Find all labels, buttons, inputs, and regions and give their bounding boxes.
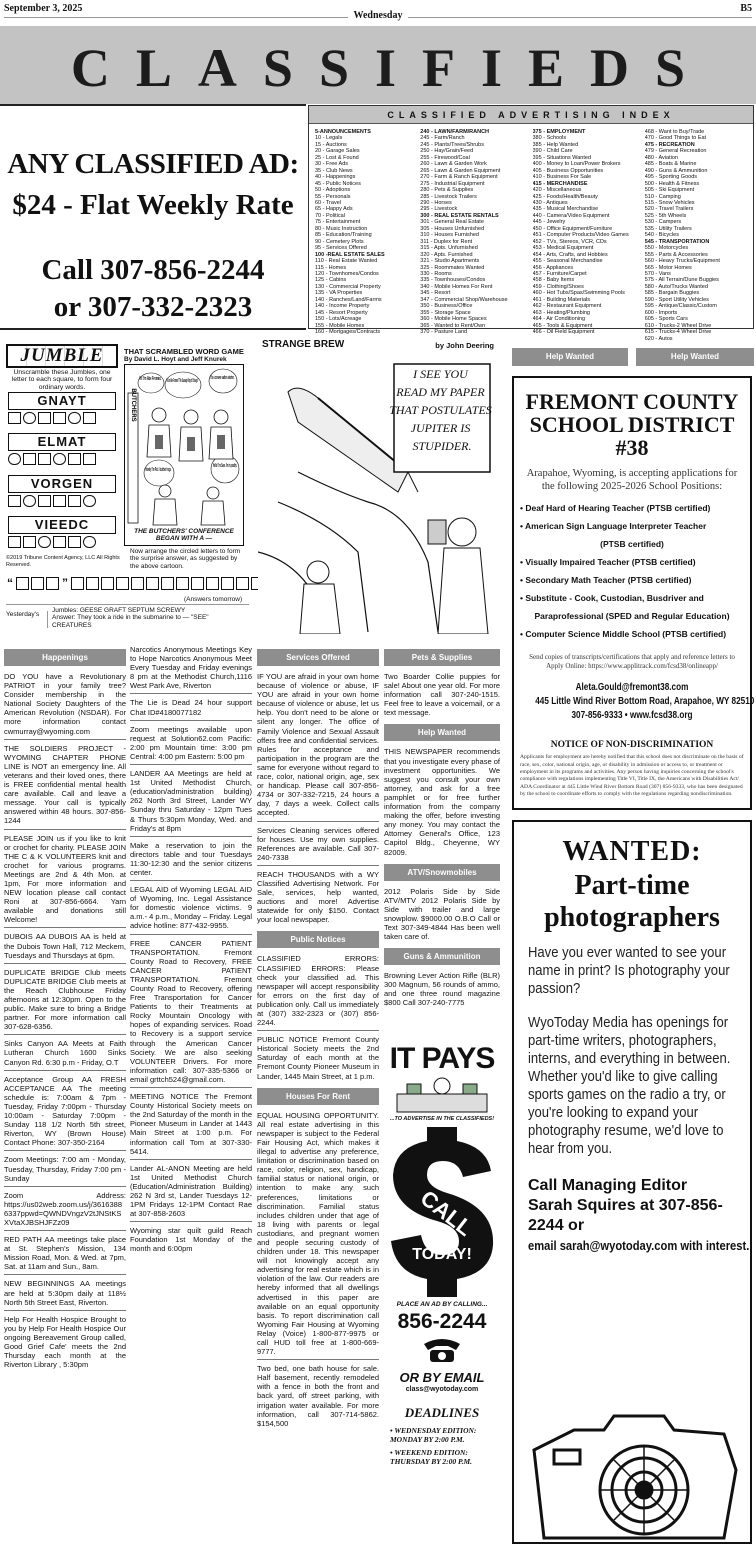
index-entry: 462 - Restaurant Equipment bbox=[532, 303, 602, 310]
jumble-word-2: ELMAT bbox=[8, 433, 116, 451]
index-entry: 380 - Schools bbox=[532, 135, 567, 142]
position-3: • Visually Impaired Teacher (PTSB certified) bbox=[520, 557, 696, 567]
page-number: B5 bbox=[740, 3, 752, 14]
index-entry: 405 - Business Opportunities bbox=[532, 167, 604, 174]
index-entry: 245 - Farm/Ranch bbox=[420, 135, 465, 142]
index-entry: 270 - Farm & Ranch Equipment bbox=[420, 174, 498, 181]
rate-ad-line1: ANY CLASSIFIED AD: bbox=[7, 148, 299, 180]
index-entry: 330 - Rooms bbox=[420, 270, 452, 277]
index-entry: 285 - Livestock Trailers bbox=[420, 193, 477, 200]
jumble-instructions: Unscramble these Jumbles, one letter to each square, to form four ordinary words. bbox=[11, 369, 113, 391]
it-pays-sub: ...TO ADVERTISE IN THE CLASSIFIEDS! bbox=[389, 1116, 495, 1123]
masthead-title: CLASSIFIEDS bbox=[70, 38, 712, 98]
bubble-2: You're Abe Froman? The Sausage King of Chicago? bbox=[166, 378, 199, 384]
fremont-apply: Send copies of transcripts/certifications that apply and reference letters to Apply Online: https://www.applitrack.com/fcsd38/onlineapp/ bbox=[529, 653, 735, 670]
section-header: ATV/Snowmobiles bbox=[384, 864, 500, 881]
fremont-positions bbox=[520, 499, 744, 643]
index-entry: 125 - Cabins bbox=[315, 277, 347, 284]
index-entry: 550 - Motorcycles bbox=[644, 245, 689, 252]
comic-title: STRANGE BREW bbox=[262, 339, 345, 350]
index-entry: 90 - Cemetery Plots bbox=[315, 238, 364, 245]
help-wanted-header-1: Help Wanted bbox=[512, 348, 628, 366]
index-entry: 360 - Mobile Home Spaces bbox=[420, 316, 487, 323]
index-entry: 150 - Lots/Acreage bbox=[315, 316, 362, 323]
index-entry: 130 - Commercial Property bbox=[315, 283, 381, 290]
classified-listing: EQUAL HOUSING OPPORTUNITY. All real estate advertising in this newspaper is subject to the Federal Fair Housing Act, which makes it illegal to advertise any preference, limitation or discrimination based on race, color, religion, sex, handicap, familial status or national origin, or intention to make any such preferences, limitations or discrimination. Familial status includes children under that age of 18 living with parents or legal custodians, and pregnant women and people securing custody of children under 18. This newspaper will not knowingly accept any advertising for real estate which is in violation of the law. Our readers are hereby informed that all dwellings advertised in this paper are available on an equal opportunity basis. To report discrimination call Wyoming Fair Housing at Wyoming Relay (Voice) 1-800-877-9975 or call HUD toll free at 1-800-669-9777. bbox=[257, 1111, 379, 1361]
classified-listing: Acceptance Group AA FRESH ACCEPTANCE AA The meeting schedule is: 7:00am & 7pm - Tuesday, Friday 7:00pm - Thursday 10:00am - Saturday 7:00pm - Sunday 118 1/2 North 5th street, Riverton, WY (Brown House) Contact Phone: 307-350-2164 bbox=[4, 1075, 126, 1152]
index-entry: 321 - Studio Apartments bbox=[420, 258, 480, 265]
jumble-word-4: VIEEDC bbox=[8, 516, 116, 534]
rate-ad bbox=[0, 104, 306, 330]
help-wanted-header-2: Help Wanted bbox=[636, 348, 754, 366]
index-entry: 570 - Vans bbox=[644, 270, 671, 277]
classified-listing: DO YOU have a Revolutionary PATRIOT in your family tree? Consider membership in the National Society Daughters of the American Revolution (NSDAR). For more information contact cwmurray@wyoming.com bbox=[4, 672, 126, 740]
classified-listing: CLASSIFIED ERRORS: CLASSIFIED ERRORS: Please check your classified ad. This newspaper will accept responsibility for errors on the first day of publication only. Call us immediately at (307) 332-2323 or (307) 856-2244. bbox=[257, 954, 379, 1031]
index-entry: 395 - Situations Wanted bbox=[532, 154, 591, 161]
index-entry: 140 - Income Property bbox=[315, 303, 370, 310]
index-entry: 275 - Industrial Equipment bbox=[420, 180, 485, 187]
section-items bbox=[384, 887, 500, 945]
bubble-3: It's a conver-sation starter. bbox=[210, 375, 235, 381]
sign-line: I SEE YOU bbox=[413, 367, 468, 381]
comic-author: by John Deering bbox=[435, 341, 494, 350]
index-entry: 520 - Travel Trailers bbox=[644, 206, 694, 213]
classified-listing: THE SOLDIERS PROJECT -WYOMING CHAPTER PHONE LINE is NOT an emergency line. All veterans and their loved ones, there is FREE confidential mental health care available. Call and leave a message. Your call is typically answered within 48 hours. 307-856-1244 bbox=[4, 744, 126, 830]
index-entry: 320 - Apts. Furnished bbox=[420, 251, 473, 258]
fremont-school-ad bbox=[512, 376, 755, 810]
index-entry: 301 - General Real Estate bbox=[420, 219, 484, 226]
money-man-icon bbox=[387, 1074, 497, 1114]
index-entry: 110 - Real Estate Wanted bbox=[315, 258, 378, 265]
happenings-header: Happenings bbox=[4, 649, 126, 666]
jumble-boxes-4[interactable] bbox=[8, 536, 96, 548]
index-entry: 515 - Snow Vehicles bbox=[644, 199, 695, 206]
index-entry: 510 - Camping bbox=[644, 193, 681, 200]
section-header: Houses For Rent bbox=[257, 1088, 379, 1105]
jumble-authors: By David L. Hoyt and Jeff Knurek bbox=[124, 356, 227, 363]
classifieds-masthead bbox=[0, 26, 756, 104]
issue-day-text: Wednesday bbox=[348, 10, 409, 21]
index-entry: 475 - RECREATION bbox=[644, 141, 695, 148]
today-word: TODAY! bbox=[412, 1246, 472, 1264]
section-header: Help Wanted bbox=[384, 724, 500, 741]
fremont-phone: 307-856-9333 • www.fcsd38.org bbox=[571, 710, 693, 721]
index-col-3 bbox=[533, 129, 645, 342]
classified-index bbox=[308, 105, 754, 342]
index-entry: 500 - Health & Fitness bbox=[644, 180, 700, 187]
index-entry: 545 - TRANSPORTATION bbox=[644, 238, 710, 245]
index-entry: 115 - Homes bbox=[315, 264, 347, 271]
index-entry: 5-ANNOUNCEMENTS bbox=[315, 129, 371, 135]
index-entry: 610 - Trucks-2 Wheel Drive bbox=[644, 322, 712, 329]
index-entry: 100 -REAL ESTATE SALES bbox=[315, 251, 385, 258]
index-entry: 30 - Free Ads bbox=[315, 161, 349, 168]
happenings-items bbox=[4, 672, 126, 1372]
jumble-puzzle bbox=[4, 344, 249, 634]
index-title: CLASSIFIED ADVERTISING INDEX bbox=[309, 106, 753, 124]
wanted-sub-1: Part-time bbox=[574, 869, 690, 901]
call-word: CALL bbox=[415, 1185, 478, 1242]
page-header bbox=[0, 0, 756, 24]
index-entry: 540 - Bicycles bbox=[644, 232, 679, 239]
index-entry: 35 - Club News bbox=[315, 167, 353, 174]
place-ad-label: PLACE AN AD BY CALLING... bbox=[396, 1301, 488, 1309]
position-2: • American Sign Language Interpreter Teacher bbox=[520, 521, 707, 531]
index-entry: 315 - Apts. Unfurnished bbox=[420, 245, 478, 252]
index-entry: 75 - Entertainment bbox=[315, 219, 361, 226]
comic-drawing bbox=[258, 352, 498, 634]
index-entry: 415 - MERCHANDISE bbox=[532, 180, 588, 187]
yesterday-answer: Answer: They took a ride in the submarine to — "SEE" CREATURES bbox=[52, 614, 209, 629]
classified-listing: Services Cleaning services offered for houses. Use my own supplies. References are available. Call 307-240-7338 bbox=[257, 826, 379, 866]
index-entry: 525 - 5th Wheels bbox=[644, 212, 687, 219]
place-ad-phone: 856-2244 bbox=[397, 1309, 487, 1333]
index-entry: 565 - Motor Homes bbox=[644, 264, 692, 271]
wanted-call: Call Managing Editor Sarah Squires at 307-856-2244 or bbox=[528, 1176, 723, 1234]
jumble-answers-tomorrow: (Answers tomorrow) bbox=[184, 596, 243, 603]
rate-ad-line2: $24 - Flat Weekly Rate bbox=[12, 189, 294, 222]
classified-listing: Narcotics Anonymous Meetings Key to Hope Narcotics Anonymous Meet Every Tuesday and Friday evenings 8 pm at the Methodist Church,1116 West Park Ave, Riverton bbox=[130, 645, 252, 694]
classified-listing: Make a reservation to join the directors table and tour Tuesdays 11:30-12:30 and the senior citizens center. bbox=[130, 841, 252, 881]
index-entry: 310 - Houses Furnished bbox=[420, 232, 479, 239]
position-5: • Substitute - Cook, Custodian, Busdriver and bbox=[520, 593, 704, 603]
strange-brew-comic bbox=[258, 337, 498, 633]
index-entry: 585 - Bargain Buggies bbox=[644, 290, 700, 297]
index-entry: 459 - Clothing/Shoes bbox=[532, 283, 584, 290]
classified-listing: Lander AL-ANON Meeting are held 1st United Methodist Church (Education/Administration Building) 262 N 3rd st, Lander Tuesdays 12-1PM Fridays 12-1PM Contact Rae at 307-858-2603 bbox=[130, 1164, 252, 1223]
bubble-4: Howdy! I'm Pat. I butcher hogs. bbox=[145, 467, 172, 473]
position-6: • Computer Science Middle School (PTSB certified) bbox=[520, 629, 727, 639]
index-entry: 555 - Parts & Accessories bbox=[644, 251, 708, 258]
classified-listing: 2012 Polaris Side by Side ATV/MTV 2012 Polaris Side by Side with trailer and large snowplow. $9000.00 O.B.O Call or Text 307-349-4844 Has been well taken care of. bbox=[384, 886, 500, 942]
index-entry: 325 - Roommates Wanted bbox=[420, 264, 485, 271]
section-header: Guns & Ammunition bbox=[384, 948, 500, 965]
index-entry: 458 - Baby Items bbox=[532, 277, 575, 284]
deadline-wednesday: • WEDNESDAY EDITION: MONDAY BY 2:00 P.M. bbox=[390, 1425, 477, 1444]
classified-listing: The Lie is Dead 24 hour support Chat ID#4180077182 bbox=[130, 698, 252, 720]
wanted-sub-2: photographers bbox=[544, 901, 720, 933]
index-entry: 295 - Livestock bbox=[420, 206, 458, 213]
index-entry: 479 - General Recreation bbox=[644, 148, 707, 155]
fremont-title-2: SCHOOL DISTRICT #38 bbox=[529, 412, 735, 460]
index-entry: 95 - Services Offered bbox=[315, 245, 367, 252]
index-entry: 575 - All Terrain/Dune Buggies bbox=[644, 277, 719, 284]
index-entry: 454 - Arts, Crafts, and Hobbies bbox=[532, 251, 608, 258]
index-entry: 440 - Camera/Video Equipment bbox=[532, 212, 610, 219]
index-entry: 347 - Commercial Shop/Warehouse bbox=[420, 296, 508, 303]
yesterday-label: Yesterday's bbox=[6, 611, 48, 628]
index-entry: 10 - Legals bbox=[315, 135, 343, 142]
index-entry: 615 - Trucks-4 Wheel Drive bbox=[644, 329, 712, 336]
fremont-intro: Arapahoe, Wyoming, is accepting applications for the following 2025-2026 School Positions: bbox=[526, 468, 738, 492]
rate-ad-line3: Call 307-856-2244 bbox=[41, 254, 265, 287]
classified-listing: THIS NEWSPAPER recommends that you investigate every phase of investment opportunities. We suggest you consult your own attorney, and ask for a free pamphlet or for free further information from the company making the offer, before investing any money. You may contact the Attorney General's Office, 123 Capitol Bldg., Cheyenne, WY 82009. bbox=[384, 747, 500, 857]
it-pays-ad bbox=[386, 1040, 498, 1540]
index-entry: 580 - Auto/Trucks Wanted bbox=[644, 283, 708, 290]
position-5-cont: Paraprofessional (SPED and Regular Education) bbox=[534, 611, 730, 621]
jumble-word-3: VORGEN bbox=[8, 475, 116, 493]
index-entry: 420 - Miscellaneous bbox=[532, 187, 582, 194]
jumble-logo: JUMBLE bbox=[6, 344, 118, 368]
it-pays-title: IT PAYS bbox=[389, 1042, 495, 1075]
section-items bbox=[384, 747, 500, 859]
services-sections bbox=[257, 649, 379, 1431]
index-entry: 305 - Houses Unfurnished bbox=[420, 225, 485, 232]
index-entry: 160 - Mortgages/Contracts bbox=[315, 329, 381, 336]
nondiscrimination-title: NOTICE OF NON-DISCRIMINATION bbox=[550, 740, 714, 750]
dollar-sign-icon bbox=[387, 1127, 497, 1297]
classified-listing: Zoom Meetings: 7:00 am - Monday, Tuesday, Thursday, Friday 7:00 pm - Sunday bbox=[4, 1155, 126, 1186]
classified-listing: Wyoming star quilt guild Reach Foundation 1st Monday of the month and 6:00pm bbox=[130, 1226, 252, 1254]
jumble-copyright: ©2019 Tribune Content Agency, LLC All Rights Reserved. bbox=[6, 555, 120, 568]
index-entry: 55 - Personals bbox=[315, 193, 351, 200]
index-entry: 600 - Imports bbox=[644, 309, 678, 316]
section-items bbox=[384, 672, 500, 720]
classified-listing: RED PATH AA meetings take place at St. Stephen's Mission, 134 Mission Road, Mon. & Wed. at 7pm, Sat. at 11am and Sun., 8am. bbox=[4, 1235, 126, 1275]
index-entry: 345 - Resort bbox=[420, 290, 451, 297]
index-entry: 468 - Want to Buy/Trade bbox=[644, 129, 705, 135]
index-entry: 505 - Ski Equipment bbox=[644, 187, 695, 194]
position-1: • Deaf Hard of Hearing Teacher (PTSB certified) bbox=[520, 503, 711, 513]
index-entry: 410 - Business For Sale bbox=[532, 174, 592, 181]
issue-day bbox=[0, 10, 756, 23]
deadline-weekend: • WEEKEND EDITION: THURSDAY BY 2:00 P.M. bbox=[390, 1447, 473, 1466]
index-entry: 340 - Mobile Homes For Rent bbox=[420, 283, 493, 290]
bubble-5: Hello! I'm Sam. I'm in poultry. bbox=[213, 463, 238, 469]
index-entry: 60 - Travel bbox=[315, 199, 341, 206]
classified-listing: Browning Lever Action Rifle (BLR) 300 Magnum, 56 rounds of ammo, and one three round magazine $800 Call 307-240-7775 bbox=[384, 971, 500, 1008]
classified-listing: Help For Health Hospice Brought to you by Help For Health Hospice Our ongoing Bereavement Group called, Good Grief Cafe' meets the 2nd Thursday each month at the Riverton Library , 5:30pm bbox=[4, 1314, 126, 1370]
yesterday-jumbles: Jumbles: GEESE GRAFT SEPTUM SCREWY bbox=[52, 607, 186, 614]
index-entry: 255 - Firewood/Coal bbox=[420, 154, 470, 161]
classified-email[interactable]: class@wyotoday.com bbox=[405, 1386, 479, 1394]
index-entry: 605 - Sports Cars bbox=[644, 316, 688, 323]
wanted-email[interactable]: email sarah@wyotoday.com with interest. bbox=[528, 1237, 750, 1253]
index-entry: 590 - Sport Utility Vehicles bbox=[644, 296, 709, 303]
index-entry: 450 - Office Equipment/Furniture bbox=[532, 225, 613, 232]
butchers-banner: BUTCHERS bbox=[130, 388, 136, 422]
jumble-word-1: GNAYT bbox=[8, 392, 116, 410]
classified-listing: Sinks Canyon AA Meets at Faith Lutheran Church 1600 Sinks Canyon Rd. 6:30 p.m - Friday, O.T bbox=[4, 1039, 126, 1070]
index-entry: 260 - Lawn & Garden Work bbox=[420, 161, 487, 168]
issue-date: September 3, 2025 bbox=[4, 3, 83, 14]
index-col-4 bbox=[645, 129, 750, 342]
wanted-title: WANTED: bbox=[562, 836, 702, 867]
index-entry: 65 - Happy Ads bbox=[315, 206, 353, 213]
index-entry: 400 - Money to Loan/Power Brokers bbox=[532, 161, 621, 168]
index-entry: 135 - VA Properties bbox=[315, 290, 363, 297]
index-entry: 445 - Jewelry bbox=[532, 219, 566, 226]
photographers-wanted-ad bbox=[512, 820, 752, 1544]
fremont-address: 445 Little Wind River Bottom Road, Arapahoe, WY 82510 bbox=[535, 696, 755, 707]
telephone-icon bbox=[422, 1336, 462, 1364]
index-entry: 40 - Happenings bbox=[315, 174, 356, 181]
rate-ad-line4: or 307-332-2323 bbox=[53, 291, 253, 324]
column-pets-help bbox=[384, 645, 500, 1015]
index-entry: 485 - Boats & Marine bbox=[644, 161, 697, 168]
index-entry: 430 - Antiques bbox=[532, 199, 568, 206]
section-header: Public Notices bbox=[257, 931, 379, 948]
index-entry: 355 - Storage Space bbox=[420, 309, 471, 316]
index-entry: 140 - Ranches/Land/Farms bbox=[315, 296, 382, 303]
index-entry: 456 - Appliances bbox=[532, 264, 574, 271]
index-entry: 465 - Tools & Equipment bbox=[532, 322, 593, 329]
index-entry: 25 - Lost & Found bbox=[315, 154, 359, 161]
classified-listing: PUBLIC NOTICE Fremont County Historical Society meets the 2nd Saturday of each month at the Fremont County Pioneer Museum in Lander, 1445 Main Street, at 1 p.m. bbox=[257, 1035, 379, 1081]
index-entry: 365 - Wanted to Rent/Own bbox=[420, 322, 486, 329]
index-entry: 455 - Seasonal Merchandise bbox=[532, 258, 603, 265]
index-entry: 451 - Computer Products/Video Games bbox=[532, 232, 629, 239]
index-entry: 300 - REAL ESTATE RENTALS bbox=[420, 212, 499, 219]
column-happenings bbox=[4, 645, 126, 1376]
classified-listing: DUBOIS AA DUBOIS AA is held at the Dubois Town Hall, 712 Meckem, Tuesdays and Thursdays at 6pm. bbox=[4, 932, 126, 963]
fremont-title-1: FREMONT COUNTY bbox=[525, 389, 739, 414]
deadlines-title: DEADLINES bbox=[404, 1405, 480, 1421]
or-by-email: OR BY EMAIL bbox=[399, 1369, 485, 1385]
classified-listing: Zoom Address: https://us02web.zoom.us/j/36163886337ppwd=QWNDVngzV2tJNStKSXVtaXJBSHJFZz09 bbox=[4, 1191, 126, 1231]
column-meetings bbox=[130, 645, 252, 1261]
wanted-description: WyoToday Media has openings for part-time writers, photographers, interns, and everything in between. Whether you'd like to give calling sports games on the radio a try, or you're looking to expand your photography resume, we'd love to hear from you. bbox=[528, 1014, 731, 1157]
classified-listing: IF YOU are afraid in your own home because of violence or abuse, IF YOU are afraid in your own home because of violence or abuse, let us help. You don't need to be alone or silent any longer. The office of Family Violence and Sexual Assault offers free and confidential services. Rules for acceptance and participation in the program are the same for everyone without regard to race, color, national origin, age, sex or handicap. Please call 307-856-4734 or 307-332-7215, 24 hours a day, 7 days a week. Collect calls accepted. bbox=[257, 672, 379, 822]
jumble-boxes-1[interactable] bbox=[8, 412, 96, 424]
index-entry: 620 - Autos bbox=[644, 335, 673, 342]
index-entry: 530 - Campers bbox=[644, 219, 682, 226]
section-items bbox=[257, 672, 379, 927]
section-items bbox=[257, 1111, 379, 1431]
nondiscrimination-text: Applicants for employment are hereby notified that this school does not discriminate on the basis of race, sex, color, national origin, age, or disability in admission or access to, or treatment or employment in its programs and activities. Any person having inquiries concerning the school's compliance with regulations implementing Title VI, Title IX, the Americans with Disabilities Act/ ADA Coordinator at 445 Little Wind River Bottom Road (307) 856-9333, who has been designated by the school to coordinate efforts to comply with the regulations regarding nondiscrimination. bbox=[520, 754, 744, 798]
index-entry: 560 - Heavy Trucks/Equipment bbox=[644, 258, 720, 265]
index-entry: 155 - Mobile Homes bbox=[315, 322, 365, 329]
classified-listing: FREE CANCER PATIENT TRANSPORTATION. Fremont County Road to Recovery, FREE CANCER PATIENT TRANSPORTATION. Fremont County Road to Recovery, offering Free Transportation for Cancer Patients to their Treatments at Rocky Mountain Oncology with hopes of expanding services. Road to Recovery is a support service through the American Cancer Society. We are also seeking VOLUNTEER Drivers. For more information call: 307-335-5366 or email grttch524@gmail.com. bbox=[130, 939, 252, 1089]
comic-sign: I SEE YOU READ MY PAPER THAT POSTULATES JUPITER IS STUPIDER. bbox=[389, 367, 492, 453]
classified-listing: Two bed, one bath house for sale. Half basement, recently remodeled with a fence in both the front and back yard, off street parking, with irrigation water available. For more information, call 307-714-5862. $154,500 bbox=[257, 1364, 379, 1428]
index-entry: 495 - Sporting Goods bbox=[644, 174, 698, 181]
jumble-note: Now arrange the circled letters to form the surprise answer, as suggested by the above cartoon. bbox=[130, 548, 241, 570]
index-entry: 595 - Antique/Classic/Custom bbox=[644, 303, 717, 310]
jumble-boxes-2[interactable] bbox=[8, 453, 96, 465]
index-entry: 250 - Hay/Grain/Feed bbox=[420, 148, 474, 155]
index-entry: 15 - Auctions bbox=[315, 141, 347, 148]
index-entry: 145 - Resort Property bbox=[315, 309, 368, 316]
index-entry: 464 - Air Conditioning bbox=[532, 316, 586, 323]
meetings-items bbox=[130, 645, 252, 1257]
pets-help-sections bbox=[384, 649, 500, 1011]
jumble-boxes-3[interactable] bbox=[8, 495, 96, 507]
index-entry: 375 - EMPLOYMENT bbox=[532, 129, 586, 135]
index-entry: 350 - Business/Office bbox=[420, 303, 473, 310]
classified-listing: NEW BEGINNINGS AA meetings are held at 5:30pm daily at 118½ North 5th Street East, Riverton. bbox=[4, 1279, 126, 1310]
wanted-question: Have you ever wanted to see your name in print? Is photography your passion? bbox=[528, 944, 730, 997]
index-entry: 120 - Townhomes/Condos bbox=[315, 270, 379, 277]
index-entry: 385 - Help Wanted bbox=[532, 141, 579, 148]
position-2-cont: (PTSB certified) bbox=[600, 539, 664, 549]
index-entry: 390 - Child Care bbox=[532, 148, 573, 155]
section-items bbox=[257, 954, 379, 1083]
index-entry: 480 - Aviation bbox=[644, 154, 678, 161]
classified-listing: REACH THOUSANDS with a WY Classified Advertising Network. For Sale, services, help wanted, auctions and more! Advertise statewide for only $150. Contact your local newspaper. bbox=[257, 869, 379, 925]
index-entry: 435 - Musical Merchandise bbox=[532, 206, 599, 213]
jumble-cartoon bbox=[124, 364, 244, 546]
index-entry: 245 - Plants/Trees/Shrubs bbox=[420, 141, 484, 148]
section-items bbox=[384, 971, 500, 1010]
position-4: • Secondary Math Teacher (PTSB certified) bbox=[520, 575, 692, 585]
index-entry: 490 - Guns & Ammunition bbox=[644, 167, 708, 174]
jumble-answer-boxes[interactable]: “ ” bbox=[6, 576, 294, 591]
index-entry: 460 - Hot Tubs/Spas/Swimming Pools bbox=[532, 290, 625, 297]
index-entry: 335 - Townhouses/Condos bbox=[420, 277, 486, 284]
index-entry: 50 - Adoptions bbox=[315, 187, 351, 194]
index-entry: 240 - LAWN/FARM/RANCH bbox=[420, 129, 490, 135]
classified-listing: MEETING NOTICE The Fremont County Historical Society meets on the 2nd Saturday of the month in the Pioneer Museum in Lander at 1443 Main Street at 1:00 p.m. For information call Tom at 307-330-5414. bbox=[130, 1092, 252, 1160]
classified-listing: DUPLICATE BRIDGE Club meets DUPLICATE BRIDGE Club meets at the Reach Clubhouse Friday afternoons at 12:30pm. Open to the public. Make sure to bring a Bridge partner. For more information call 307-628-6356. bbox=[4, 968, 126, 1036]
jumble-yesterday bbox=[6, 604, 249, 629]
classified-listing: LANDER AA Meetings are held at 1st United Methodist Church, (education/administration building) 262 North 3rd Street, Lander WY Sunday thru Saturday - 12pm Tues & Thurs 5:30pm Monday, Wed. and Friday's at 8pm bbox=[130, 769, 252, 837]
index-entry: 20 - Garage Sales bbox=[315, 148, 360, 155]
index-entry: 70 - Political bbox=[315, 212, 345, 219]
index-entry: 463 - Heating/Plumbing bbox=[532, 309, 590, 316]
index-col-2 bbox=[420, 129, 532, 342]
classified-listing: LEGAL AID of Wyoming LEGAL AID of Wyoming, Inc. Legal Assistance for domestic violence victims. 9 a.m.- 4 p.m., Monday – Friday. Legal advice hotline: 877-432-9955. bbox=[130, 885, 252, 934]
index-entry: 453 - Medical Equipment bbox=[532, 245, 594, 252]
index-entry: 535 - Utility Trailers bbox=[644, 225, 692, 232]
index-entry: 370 - Pasture Land bbox=[420, 329, 468, 336]
index-entry: 290 - Horses bbox=[420, 199, 452, 206]
fremont-email[interactable]: Aleta.Gould@fremont38.com bbox=[575, 682, 689, 693]
section-header: Services Offered bbox=[257, 649, 379, 666]
index-entry: 85 - Education/Training bbox=[315, 232, 372, 239]
jumble-title: THAT SCRAMBLED WORD GAME bbox=[124, 347, 244, 356]
classified-listing: Two Boarder Collie puppies for sale! About one year old. For more information call 307-240-1515. Feel free to leave a voicemail, or a text message. bbox=[384, 672, 500, 718]
index-entry: 452 - TVs, Stereos, VCR, CDs bbox=[532, 238, 607, 245]
bubble-1: Hi! I'm Abe Froman. bbox=[139, 376, 162, 382]
index-entry: 311 - Duplex for Rent bbox=[420, 238, 473, 245]
index-entry: 80 - Music Instruction bbox=[315, 225, 368, 232]
column-services bbox=[257, 645, 379, 1435]
camera-icon bbox=[514, 1390, 750, 1540]
index-entry: 457 - Furniture/Carpet bbox=[532, 270, 587, 277]
index-entry: 280 - Pets & Supplies bbox=[420, 187, 474, 194]
index-entry: 466 - Oil Field Equipment bbox=[532, 329, 595, 336]
index-entry: 45 - Public Notices bbox=[315, 180, 361, 187]
index-entry: 461 - Building Materials bbox=[532, 296, 590, 303]
index-entry: 265 - Lawn & Garden Equipment bbox=[420, 167, 501, 174]
index-col-1 bbox=[315, 129, 420, 342]
cartoon-caption: THE BUTCHERS' CONFERENCE BEGAN WITH A — bbox=[134, 528, 234, 542]
classified-listing: PLEASE JOIN us if you like to knit or crochet for charity. PLEASE JOIN THE C & K VOLUNTEERS knit and crochet for various programs. Meetings are 2nd & 4th Mon. at 1pm, For more information and NEW location please call contact Roni at 307-856-6664. Yarn available and donations still Welcome! bbox=[4, 834, 126, 929]
butchers-illustration bbox=[125, 365, 244, 546]
index-entry: 425 - Foods/Health/Beauty bbox=[532, 193, 598, 200]
index-entry: 470 - Good Things to Eat bbox=[644, 135, 707, 142]
section-header: Pets & Supplies bbox=[384, 649, 500, 666]
classified-listing: Zoom meetings available upon request at Solution62.com Pacific: 2:00 pm Mountain time: 3:00 pm Central: 4:00 pm Eastern: 5:00 pm bbox=[130, 725, 252, 765]
